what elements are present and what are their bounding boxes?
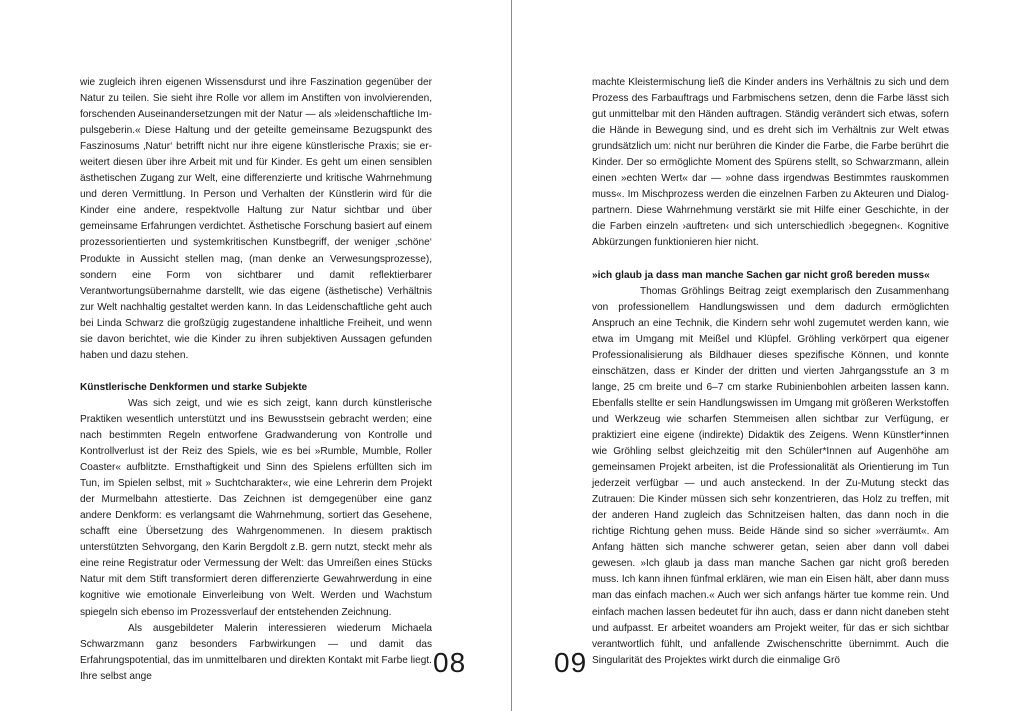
paragraph-gap [80,364,432,380]
left-paragraph-2: Was sich zeigt, und wie es sich zeigt, kann durch künstlerische Praktiken wesentlich unterstützt und ins Bewusstsein gebracht werden; eine nach bestimmten Regeln entworfene Gradwanderung von Kontrolle und Kontrollverlust ist der Reiz des Spiels, wie es bei »Rumble, Mumble, Roller Coaster« aufblitzte. Ernsthaftigkeit und Sinn des Spielens erfüllten sich im Tun, im Spielen selbst, mit » Suchtcharakter«, wie eine Lehrerin dem Projekt der Murmelbahn attestierte. Das Zeichnen ist demgegenüber eine ganz andere Denkform: es verlangsamt die Wahrnehmung, sortiert das Gesehene, schafft eine Übersetzung des Wahrgenommenen. In diesem praktisch unterstützten Sehvorgang, den Karin Bergdolt z.B. gern nutzt, steckt mehr als eine reine Registratur oder Vermessung der Welt: das Umreißen eines Stücks Natur mit dem Stift transformiert deren differenzierte Gewahrwerdung in eine kognitive wie emotionale Einverleibung von Welt. Werden und Wachstum spiegeln sich ebenso im Prozessverlauf der entstehenden Zeichnung. [80,397,432,618]
paragraph-gap [592,252,949,268]
right-paragraph-2: Thomas Gröhlings Beitrag zeigt exemplarisch den Zusammenhang von professionellem Handlungswissen und dem dadurch ermöglichten Anspruch an eine Technik, die Kindern sehr wohl zugemutet werden kann, wie etwa im Umgang mit Meißel und Klüpfel. Gröhling verkörpert qua eigener Professionalisierung als Bildhauer dieses spezifische Können, und konnte einschätzen, dass er Kinder der dritten und vierten Jahrgangsstufe an 3 m lange, 25 cm breite und 6–7 cm starke Rubinienbohlen arbeiten lassen kann. Ebenfalls stellte er sein Handlungswissen im Umgang mit größeren Werkstoffen und Werkzeug wie scharfen Stemmeisen allen sichtbar zur Verfügung, er praktiziert eine eigene (indirekte) Didaktik des Zeigens. Wenn Künstler*innen wie Gröhling selbst gleichzeitig mit den Schüler*Innen auf Augenhöhe am gemeinsamen Projekt arbeiten, ist die Professionalität als Orientierung im Tun jederzeit verfügbar — und auch ansteckend. In der Zu-Mutung steckt das Zutrauen: Die Kinder müssen sich sehr konzentrieren, das Holz zu treffen, mit der anderen Hand zugleich das Schnitzeisen halten, das dann noch in die richtige Richtung gehen muss. Beide Hände sind so sicher »verräumt«. Am Anfang hätten sich manche schwerer getan, seien aber dann voll dabei gewesen. »Ich glaub ja dass man manche Sachen gar nicht groß bereden muss. Ich kann ihnen fünfmal erklären, wie man ein Eisen hält, aber dann muss man das einfach machen.« Auch wer sich anfangs härter tue komme rein. Und einfach machen lassen bedeutet für ihn auch, dass er dann nicht daneben steht und aufpasst. Er arbeitet woanders am Projekt weiter, für das er sich sichtbar verantwortlich fühlt, und anfallende Zwischenschritte übernimmt. Auch die Singularität des Projektes wirkt durch die einmalige Grö [592,285,949,666]
left-paragraph-1: wie zugleich ihren eigenen Wissensdurst und ihre Faszination gegenüber der Natur zu teilen. Sie sieht ihre Rolle vor allem im Anstiften von involvierenden, forschenden Auseinandersetzungen mit der Natur — als »leidenschaftliche Impulsgeberin.« Diese Haltung und der geteilte gemeinsame Bezugspunkt des Faszinosums ‚Natur‘ betrifft nicht nur ihre eigene künstlerische Praxis; sie erweitert diesen über ihre Arbeit mit und für Kinder. Es geht um einen sensiblen ästhetischen Zugang zur Welt, eine differenzierte und kritische Wahrnehmung und deren Vermittlung. In Person und Verhalten der Künstlerin wird für die Kinder eine andere, respektvolle Haltung zur Natur sichtbar und über gemeinsame Erfahrungen verdichtet. Ästhetische Forschung basiert auf einem prozessorientierten und systemkritischen Kunstbegriff, der weniger ‚schöne‘ Produkte in Aussicht stellen mag, (man denke an Verwesungsprozesse), sondern eine Form von sichtbarer und damit reflektierbarer Verantwortungsübernahme darstellt, wie das eigene (ästhetische) Verhältnis zur Welt nachhaltig gestaltet werden kann. In das Leidenschaftliche geht auch bei Linda Schwarz die großzügig zugestandene inhaltliche Freiheit, und wenn sie davon berichtet, wie die Kinder zu ihren subjektiven Aussagen gefunden haben und dazu stehen. [80,77,432,361]
left-text-column [80,75,432,685]
right-paragraph-1: machte Kleistermischung ließ die Kinder anders ins Verhältnis zu sich und dem Prozess des Farbauftrags und Farbmischens setzen, denn die Farbe lässt sich gut unmittelbar mit den Händen auftragen. Ständig verändert sich etwas, sofern die Hände in Bewegung sind, und es dreht sich im Verhältnis zur Welt etwas grundsätzlich um: nicht nur berühren die Kinder die Farbe, die Farbe berührt die Kinder. Der so ermöglichte Moment des Spürens stellt, so Schwarzmann, allein einen »echten Wert« dar — »ohne dass irgendwas Bestimmtes rauskommen muss«. Im Mischprozess werden die einzelnen Farben zu Akteuren und Dialogpartnern. Diese Wahrnehmung verstärkt sie mit Hilfe einer Geschichte, in der die Farben einzeln ›auftreten‹ und sich unterschiedlich ›begegnen‹. Kognitive Abkürzungen funktionieren hier nicht. [592,77,949,249]
right-text-column [592,75,949,669]
left-page-number: 08 [433,647,467,678]
left-paragraph-3: Als ausgebildeter Malerin interessieren wiederum Michaela Schwarzmann ganz besonders Farbwirkungen — und damit das Erfahrungspotential, das im unmittelbaren und direkten Kontakt mit Farbe liegt. Ihre selbst ange [80,622,432,682]
left-section-heading: Künstlerische Denkformen und starke Subjekte [80,381,308,393]
right-page-number: 09 [554,647,588,678]
right-page [512,0,1024,711]
left-page [0,0,511,711]
right-section-heading: »ich glaub ja dass man manche Sachen gar nicht groß bereden muss« [592,269,930,281]
